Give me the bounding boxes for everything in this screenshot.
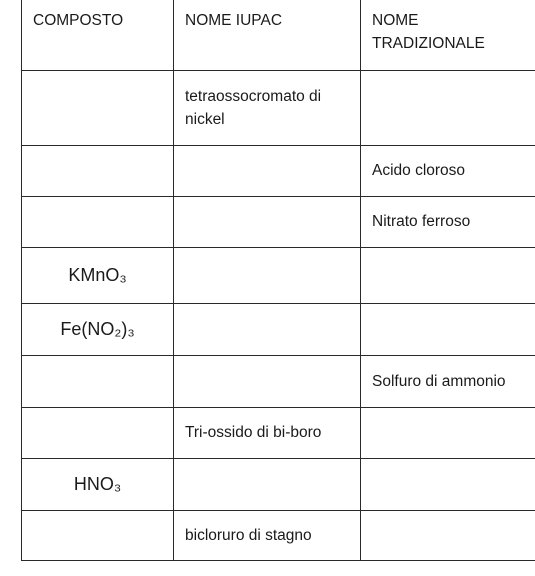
- table-row: [22, 196, 535, 247]
- cell-composto: Fe(NO₂)₃: [22, 303, 174, 355]
- compounds-table: [21, 0, 535, 561]
- cell-composto: [22, 355, 174, 407]
- cell-iupac: [174, 458, 361, 510]
- header-nome-iupac: NOME IUPAC: [174, 0, 361, 70]
- cell-iupac: [174, 303, 361, 355]
- table-row: [22, 70, 535, 145]
- cell-composto: [22, 510, 174, 560]
- cell-composto: HNO₃: [22, 458, 174, 510]
- cell-tradizionale: [361, 458, 535, 510]
- cell-iupac: Tri-ossido di bi-boro: [174, 407, 361, 458]
- table-row: [22, 303, 535, 355]
- cell-tradizionale: [361, 510, 535, 560]
- cell-iupac: tetraossocromato di nickel: [174, 70, 361, 145]
- cell-iupac: [174, 145, 361, 196]
- table-row: [22, 407, 535, 458]
- cell-tradizionale: Nitrato ferroso: [361, 196, 535, 247]
- table-header-row: [22, 0, 535, 70]
- cell-tradizionale: Acido cloroso: [361, 145, 535, 196]
- cell-iupac: [174, 196, 361, 247]
- cell-composto: KMnO₃: [22, 247, 174, 303]
- header-nome-tradizionale: NOME TRADIZIONALE: [361, 0, 535, 70]
- cell-iupac: [174, 355, 361, 407]
- cell-iupac: bicloruro di stagno: [174, 510, 361, 560]
- table-row: [22, 145, 535, 196]
- cell-composto: [22, 196, 174, 247]
- cell-tradizionale: [361, 407, 535, 458]
- table-row: [22, 355, 535, 407]
- cell-composto: [22, 145, 174, 196]
- table-row: [22, 458, 535, 510]
- cell-tradizionale: [361, 70, 535, 145]
- header-composto: COMPOSTO: [22, 0, 174, 70]
- cell-tradizionale: Solfuro di ammonio: [361, 355, 535, 407]
- table-row: [22, 510, 535, 560]
- cell-iupac: [174, 247, 361, 303]
- table-row: [22, 247, 535, 303]
- cell-composto: [22, 70, 174, 145]
- cell-composto: [22, 407, 174, 458]
- cell-tradizionale: [361, 247, 535, 303]
- cell-tradizionale: [361, 303, 535, 355]
